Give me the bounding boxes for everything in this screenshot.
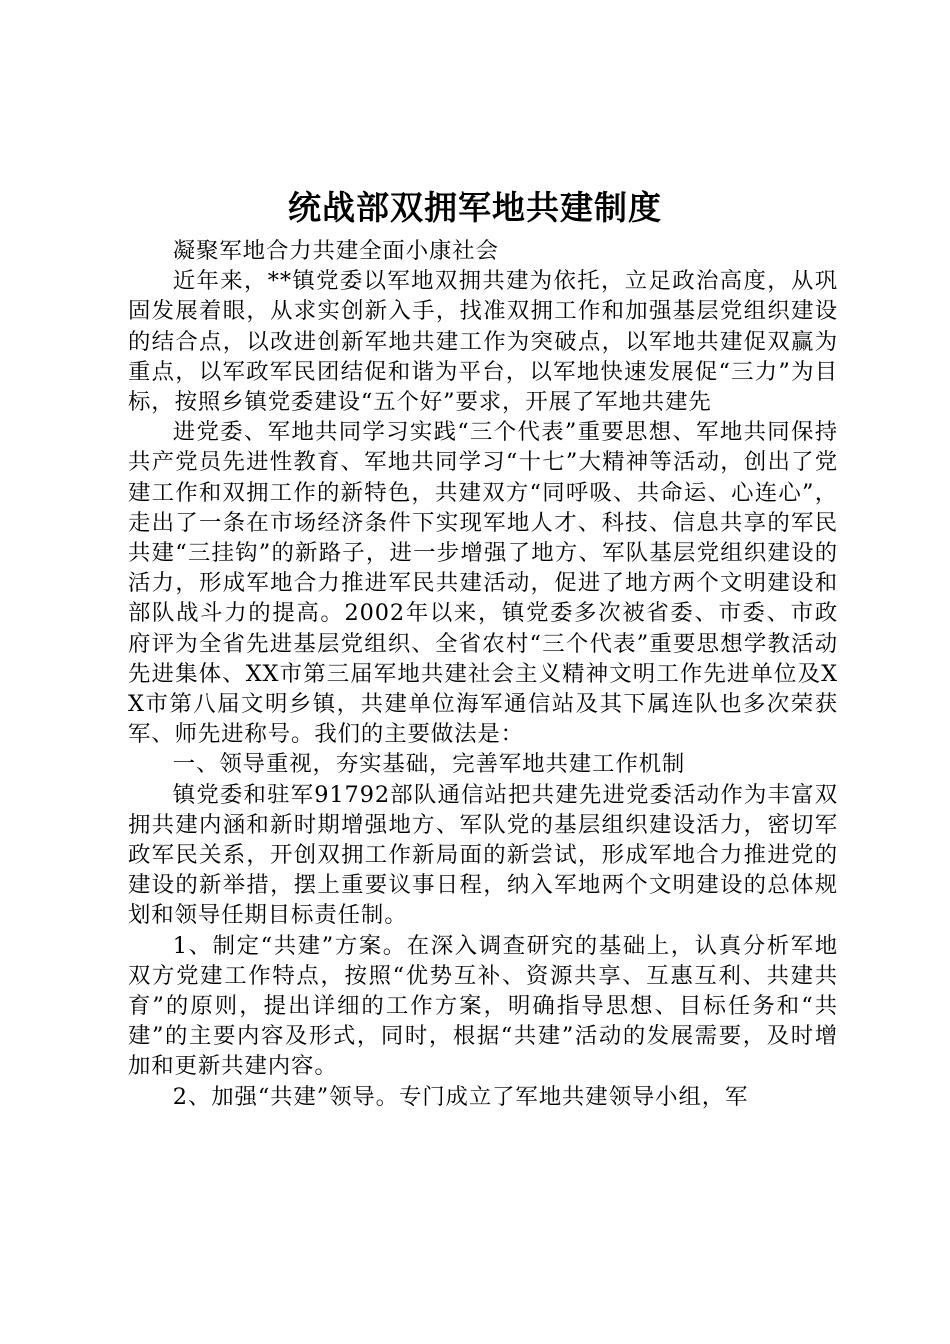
paragraph-item-1: 1、制定“共建”方案。在深入调查研究的基础上，认真分析军地双方党建工作特点，按照“优势互补、资源共享、互惠互利、共建共育”的原则，提出详细的工作方案，明确指导思想、目标任务和“共建”的主要内容及形式，同时，根据“共建”活动的发展需要，及时增加和更新共建内容。 xyxy=(128,932,838,1080)
section-heading-1: 一、领导重视，夯实基础，完善军地共建工作机制 xyxy=(172,751,686,778)
document-title: 统战部双拥军地共建制度 xyxy=(288,188,662,227)
document-body xyxy=(128,236,838,1112)
paragraph-subtitle: 凝聚军地合力共建全面小康社会 xyxy=(172,238,499,264)
paragraph-intro: 近年来，**镇党委以军地双拥共建为依托，立足政治高度，从巩固发展着眼，从求实创新入手，找准双拥工作和加强基层党组织建设的结合点，以改进创新军地共建工作为突破点，以军地共建促双赢为重点，以军政军民团结促和谐为平台，以军地快速发展促“三力”为目标，按照乡镇党委建设“五个好”要求，开展了军地共建先 xyxy=(128,268,838,416)
paragraph-activities: 进党委、军地共同学习实践“三个代表”重要思想、军地共同保持共产党员先进性教育、军地共同学习“十七”大精神等活动，创出了党建工作和双拥工作的新特色，共建双方“同呼吸、共命运、心连心”，走出了一条在市场经济条件下实现军地人才、科技、信息共享的军民共建“三挂钩”的新路子，进一步增强了地方、军队基层党组织建设的活力，形成军地合力推进军民共建活动，促进了地方两个文明建设和部队战斗力的提高。2002年以来，镇党委多次被省委、市委、市政府评为全省先进基层党组织、全省农村“三个代表”重要思想学教活动先进集体、XX市第三届军地共建社会主义精神文明工作先进单位及XX市第八届文明乡镇，共建单位海军通信站及其下属连队也多次荣获军、师先进称号。我们的主要做法是： xyxy=(128,419,838,748)
paragraph-item-2: 2、加强“共建”领导。专门成立了军地共建领导小组，军 xyxy=(172,1083,749,1110)
paragraph-section-1: 镇党委和驻军91792部队通信站把共建先进党委活动作为丰富双拥共建内涵和新时期增强地方、军队党的基层组织建设活力，密切军政军民关系，开创双拥工作新局面的新尝试，形成军地合力推进党的建设的新举措，摆上重要议事日程，纳入军地两个文明建设的总体规划和领导任期目标责任制。 xyxy=(128,781,838,929)
